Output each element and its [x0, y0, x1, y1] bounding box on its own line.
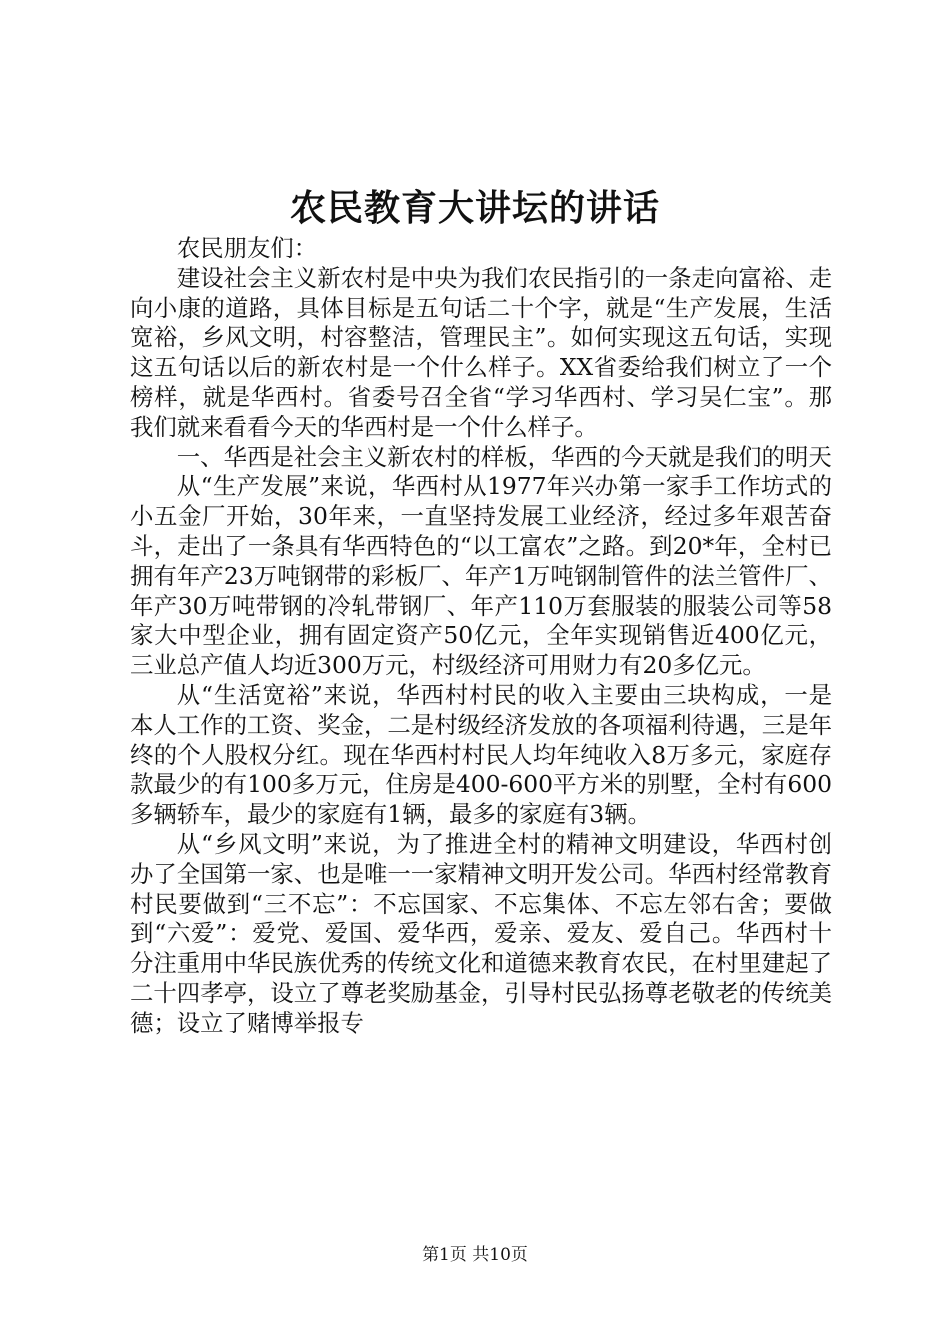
paragraph-salutation: 农民朋友们： [176, 234, 318, 262]
page-footer: 第1页 共10页 [422, 1245, 528, 1265]
paragraph: 从“生产发展”来说，华西村从1977年兴办第一家手工作坊式的小五金厂开始，30年来，一直坚持发展工业经济，经过多年艰苦奋斗，走出了一条具有华西特色的“以工富农”之路。到20*年，全村已拥有年产23万吨钢带的彩板厂、年产1万吨钢制管件的法兰管件厂、年产30万吨带钢的冷轧带钢厂、年产110万套服装的服装公司等58家大中型企业，拥有固定资产50亿元，全年实现销售近400亿元，三业总产值人均近300万元，村级经济可用财力有20多亿元。 [130, 472, 832, 680]
section-heading: 一、华西是社会主义新农村的样板，华西的今天就是我们的明天 [176, 442, 832, 471]
document-title: 农民教育大讲坛的讲话 [289, 187, 660, 229]
paragraph: 从“乡风文明”来说，为了推进全村的精神文明建设，华西村创办了全国第一家、也是唯一一家精神文明开发公司。华西村经常教育村民要做到“三不忘”：不忘国家、不忘集体、不忘左邻右舍；要做到“六爱”：爱党、爱国、爱华西，爱亲、爱友、爱自己。华西村十分注重用中华民族优秀的传统文化和道德来教育农民，在村里建起了二十四孝亭，设立了尊老奖励基金，引导村民弘扬尊老敬老的传统美德；设立了赌博举报专 [130, 829, 832, 1037]
paragraph: 建设社会主义新农村是中央为我们农民指引的一条走向富裕、走向小康的道路，具体目标是五句话二十个字，就是“生产发展，生活宽裕，乡风文明，村容整洁，管理民主”。如何实现这五句话，实现这五句话以后的新农村是一个什么样子。XX省委给我们树立了一个榜样，就是华西村。省委号召全省“学习华西村、学习吴仁宝”。那我们就来看看今天的华西村是一个什么样子。 [130, 263, 832, 441]
document-body [130, 234, 832, 1039]
paragraph: 从“生活宽裕”来说，华西村村民的收入主要由三块构成，一是本人工作的工资、奖金，二是村级经济发放的各项福利待遇，三是年终的个人股权分红。现在华西村村民人均年纯收入8万多元，家庭存款最少的有100多万元，住房是400-600平方米的别墅，全村有600多辆轿车，最少的家庭有1辆，最多的家庭有3辆。 [130, 680, 832, 829]
